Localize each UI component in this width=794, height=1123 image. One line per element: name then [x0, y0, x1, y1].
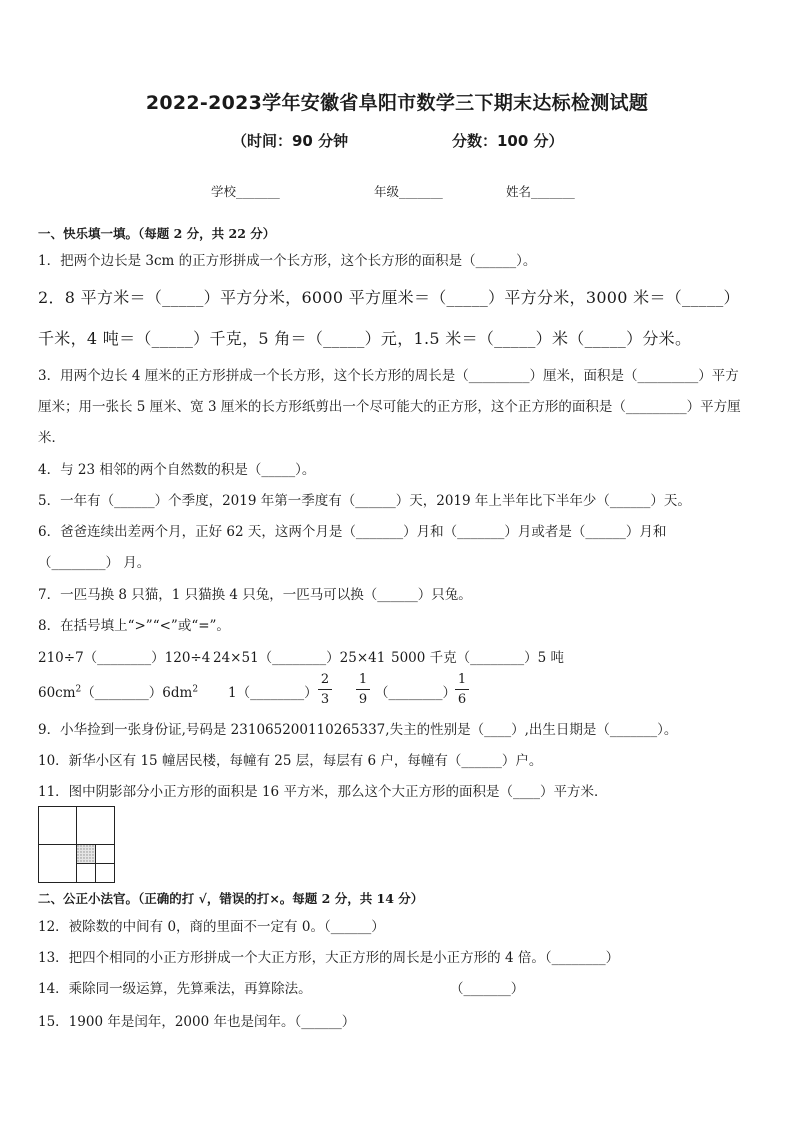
fraction-numerator: 1 — [358, 672, 368, 687]
fraction-denominator: 9 — [358, 692, 368, 707]
square-grid-figure — [38, 806, 116, 884]
shaded-small-square — [77, 845, 96, 864]
item-4-left: 60cm — [38, 685, 76, 701]
question-8-item-3: 5000 千克（________）5 吨 — [391, 650, 565, 666]
question-14: 14．乘除同一级运算，先算乘法，再算除法。 — [38, 981, 312, 997]
fraction-numerator: 1 — [457, 672, 467, 687]
question-14-blank: （_______） — [450, 981, 525, 997]
question-8-prompt: 8．在括号填上“>”“<”或“=”。 — [38, 618, 230, 634]
exam-time: （时间：90 分钟 — [232, 132, 349, 150]
exam-score: 分数：100 分） — [452, 132, 564, 150]
question-5: 5．一年有（______）个季度，2019 年第一季度有（______）天，2019 年上半年比下半年少（______）天。 — [38, 493, 691, 509]
page-title: 2022-2023学年安徽省阜阳市数学三下期末达标检测试题 — [145, 92, 649, 114]
fraction-2-3 — [318, 672, 332, 707]
question-3-line-1: 3．用两个边长 4 厘米的正方形拼成一个长方形，这个长方形的周长是（_________）厘米，面积是（_________）平方 — [38, 368, 739, 384]
item-4-right: （________）6dm — [81, 685, 193, 701]
fraction-denominator: 6 — [457, 692, 467, 707]
name-label: 姓名 — [506, 184, 532, 199]
item-4-exponent-2: 2 — [192, 684, 199, 695]
grade-label: 年级 — [374, 184, 400, 199]
question-3-line-2: 厘米；用一张长 5 厘米、宽 3 厘米的长方形纸剪出一个尽可能大的正方形，这个正方形的面积是（_________）平方厘 — [38, 399, 741, 415]
section-1-heading: 一、快乐填一填。（每题 2 分，共 22 分） — [38, 226, 276, 241]
question-7: 7．一匹马换 8 只猫，1 只猫换 4 只兔，一匹马可以换（______）只兔。 — [38, 587, 472, 603]
question-6-line-2: （________） 月。 — [38, 555, 151, 571]
question-8-item-5: 1（________） — [228, 685, 318, 701]
question-8-item-2: 24×51（________）25×41 — [213, 650, 386, 666]
question-10: 10．新华小区有 15 幢居民楼，每幢有 25 层，每层有 6 户，每幢有（______）户。 — [38, 753, 543, 769]
question-8-item-1: 210÷7（________）120÷4 — [38, 650, 211, 666]
school-blank: _______ — [236, 184, 280, 199]
question-12: 12．被除数的中间有 0，商的里面不一定有 0。（______） — [38, 919, 385, 935]
question-15: 15．1900 年是闰年，2000 年也是闰年。（______） — [38, 1014, 356, 1030]
school-field — [211, 182, 280, 200]
question-11: 11．图中阴影部分小正方形的面积是 16 平方米，那么这个大正方形的面积是（____）平方米． — [38, 784, 608, 800]
school-label: 学校 — [211, 184, 237, 199]
question-4: 4．与 23 相邻的两个自然数的积是（_____）。 — [38, 462, 316, 478]
grade-blank: _______ — [399, 184, 443, 199]
grade-field — [374, 182, 443, 200]
fraction-denominator: 3 — [320, 692, 330, 707]
fraction-1-6 — [455, 672, 469, 707]
question-8-item-4 — [38, 681, 198, 701]
name-field — [506, 182, 575, 200]
question-8-item-6: （________） — [375, 685, 456, 701]
name-blank: _______ — [531, 184, 575, 199]
fraction-1-9 — [356, 672, 370, 707]
section-2-heading: 二、公正小法官。（正确的打 √，错误的打×。每题 2 分，共 14 分） — [38, 891, 424, 906]
question-2-line-1: 2．8 平方米＝（_____）平方分米，6000 平方厘米＝（_____）平方分米，3000 米＝（_____） — [38, 288, 740, 307]
fraction-numerator: 2 — [320, 672, 330, 687]
question-2-line-2: 千米，4 吨＝（_____）千克，5 角＝（_____）元，1.5 米＝（_____）米（_____）分米。 — [38, 329, 692, 348]
question-9: 9．小华捡到一张身份证,号码是 231065200110265337,失主的性别是（____）,出生日期是（_______）。 — [38, 722, 678, 738]
question-3-line-3: 米． — [38, 430, 65, 446]
question-1: 1．把两个边长是 3cm 的正方形拼成一个长方形，这个长方形的面积是（______）。 — [38, 253, 537, 269]
question-6-line-1: 6．爸爸连续出差两个月，正好 62 天，这两个月是（_______）月和（_______）月或者是（______）月和 — [38, 524, 667, 540]
item-4-exponent: 2 — [75, 684, 82, 695]
question-13: 13．把四个相同的小正方形拼成一个大正方形，大正方形的周长是小正方形的 4 倍。（________） — [38, 950, 620, 966]
